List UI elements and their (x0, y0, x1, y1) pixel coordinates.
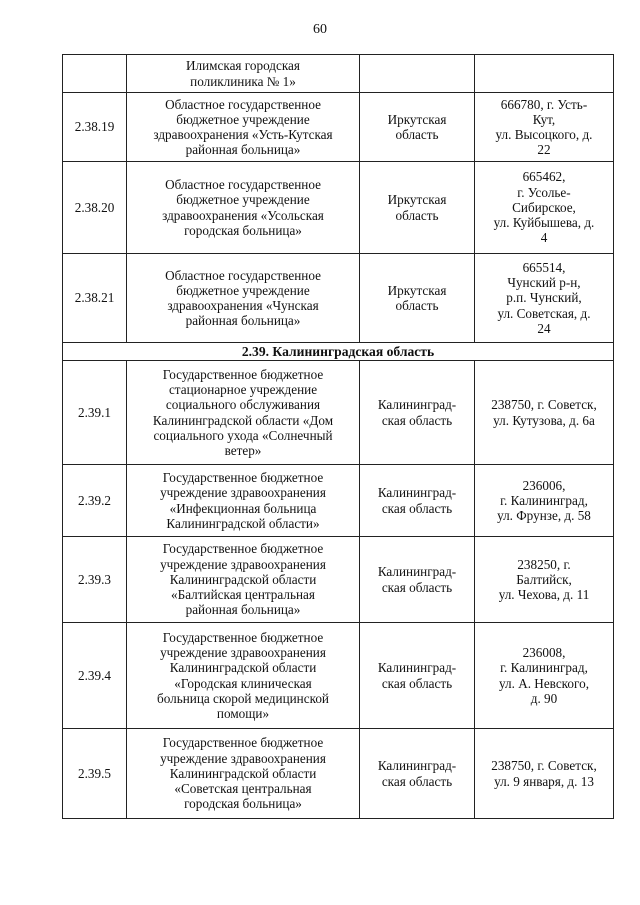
region-cell (360, 465, 475, 537)
region-line: Калининград- (377, 397, 457, 413)
institution-name-cell (127, 465, 360, 537)
region-cell (360, 162, 475, 254)
institution-name-line: бюджетное учреждение (176, 111, 310, 127)
institution-name-line: учреждение здравоохранения (160, 556, 326, 572)
address-cell (475, 537, 614, 623)
address-line: 4 (540, 230, 548, 246)
institution-name-line: «Советская центральная (174, 781, 312, 797)
region-line: ская область (381, 675, 453, 691)
table-row (63, 361, 614, 465)
region-cell (360, 361, 475, 465)
region-line: Иркутская (387, 192, 447, 208)
row-number: 2.38.20 (63, 162, 127, 254)
institution-name-line: Государственное бюджетное (162, 470, 324, 486)
address-cell (475, 55, 614, 93)
institution-name-line: районная больница» (185, 142, 301, 158)
institution-name-line: здравоохранения «Усольская (162, 207, 324, 223)
page-number: 60 (313, 22, 327, 37)
address-line: ул. Кутузова, д. 6а (493, 412, 595, 428)
address-line: 665514, (522, 259, 566, 275)
institution-name-line: районная больница» (185, 602, 301, 618)
institution-name-line: ветер» (224, 442, 262, 458)
region-line: область (395, 127, 439, 142)
institution-name-line: Калининградской области (169, 765, 317, 781)
address-line: Сибирское, (512, 199, 576, 215)
row-number: 2.39.5 (63, 729, 127, 819)
institution-name-line: учреждение здравоохранения (160, 750, 326, 766)
section-title: 2.39. Калининградская область (63, 343, 614, 361)
address-line: г. Калининград, (500, 660, 588, 676)
institution-name-line: бюджетное учреждение (176, 192, 310, 208)
row-number: 2.38.19 (63, 93, 127, 162)
institution-name-line: городская больница» (184, 222, 302, 238)
institution-name-line: Калининградской области» (166, 515, 320, 531)
region-line: ская область (381, 579, 453, 595)
row-number: 2.39.2 (63, 465, 127, 537)
institution-name-line: городская больница» (184, 796, 302, 812)
institution-name-line: Илимская городская (186, 58, 300, 74)
address-line: 236006, (522, 477, 566, 493)
region-line: область (395, 298, 439, 313)
institution-name-line: Областное государственное (165, 267, 321, 283)
institution-name-line: «Балтийская центральная (171, 587, 315, 603)
institution-name-line: Государственное бюджетное (162, 629, 324, 645)
row-number: 2.39.4 (63, 623, 127, 729)
institutions-table (62, 54, 614, 819)
region-line: Калининград- (377, 758, 457, 774)
institution-name-line: Областное государственное (165, 177, 321, 193)
region-cell (360, 623, 475, 729)
address-cell (475, 361, 614, 465)
address-line: 236008, (522, 645, 566, 661)
table-row (63, 537, 614, 623)
institution-name-line: учреждение здравоохранения (160, 645, 326, 661)
row-number: 2.39.3 (63, 537, 127, 623)
address-line: ул. Фрунзе, д. 58 (497, 508, 591, 524)
address-line: Кут, (532, 111, 556, 127)
table-row (63, 465, 614, 537)
table-row (63, 729, 614, 819)
institution-name-cell (127, 93, 360, 162)
institution-name-line: Областное государственное (165, 96, 321, 112)
address-line: ул. 9 января, д. 13 (494, 773, 594, 789)
institution-name-cell (127, 162, 360, 254)
institution-name-line: «Инфекционная больница (169, 500, 317, 516)
address-line: р.п. Чунский, (506, 290, 582, 306)
institution-name-cell (127, 361, 360, 465)
table-row (63, 93, 614, 162)
address-line: 22 (537, 142, 551, 158)
address-line: 666780, г. Усть- (500, 96, 588, 112)
institution-name-line: социального ухода «Солнечный (153, 427, 333, 443)
address-cell (475, 729, 614, 819)
institution-name-cell (127, 623, 360, 729)
region-line: Калининград- (377, 660, 457, 676)
region-line: область (395, 207, 439, 223)
region-cell (360, 55, 475, 93)
institution-name-cell (127, 537, 360, 623)
address-line: Чунский р-н, (507, 275, 581, 291)
institution-name-line: бюджетное учреждение (176, 282, 310, 298)
address-cell (475, 465, 614, 537)
institution-name-cell (127, 729, 360, 819)
institution-name-line: Государственное бюджетное (162, 366, 324, 382)
institution-name-line: поликлиника № 1» (190, 73, 296, 89)
region-cell (360, 537, 475, 623)
address-cell (475, 623, 614, 729)
institution-name-line: помощи» (216, 705, 270, 721)
region-line: Калининград- (377, 564, 457, 580)
institution-name-line: здравоохранения «Чунская (167, 298, 319, 313)
table-row (63, 623, 614, 729)
region-cell (360, 254, 475, 343)
institution-name-line: Калининградской области (169, 571, 317, 587)
address-line: г. Усолье- (517, 184, 571, 200)
region-cell (360, 729, 475, 819)
address-line: ул. А. Невского, (499, 675, 589, 691)
institution-name-line: социального обслуживания (165, 397, 321, 413)
institution-name-line: больница скорой медицинской (157, 690, 329, 706)
table-row (63, 254, 614, 343)
row-number: 2.38.21 (63, 254, 127, 343)
institution-name-cell (127, 55, 360, 93)
institution-name-line: учреждение здравоохранения (160, 485, 326, 501)
institution-name-line: стационарное учреждение (168, 382, 318, 398)
region-line: ская область (381, 773, 453, 789)
institution-name-line: «Городская клиническая (174, 675, 312, 691)
institution-name-line: Государственное бюджетное (162, 541, 324, 557)
row-number: 2.39.1 (63, 361, 127, 465)
row-number (63, 55, 127, 93)
region-line: Иркутская (387, 282, 447, 298)
address-cell (475, 254, 614, 343)
address-line: ул. Чехова, д. 11 (498, 587, 590, 603)
address-line: 238250, г. (517, 556, 571, 572)
region-line: Иркутская (387, 111, 447, 127)
address-line: 24 (537, 320, 551, 336)
section-header-row (63, 343, 614, 361)
region-line: ская область (381, 500, 453, 516)
table-row (63, 162, 614, 254)
region-cell (360, 93, 475, 162)
institution-name-line: Калининградской области «Дом (152, 412, 334, 428)
address-line: Балтийск, (516, 571, 572, 587)
region-line: ская область (381, 412, 453, 428)
table-row (63, 55, 614, 93)
institution-name-line: Государственное бюджетное (162, 735, 324, 751)
institution-name-line: районная больница» (185, 313, 301, 329)
region-line: Калининград- (377, 485, 457, 501)
address-line: ул. Высоцкого, д. (495, 127, 593, 142)
address-line: ул. Советская, д. (497, 305, 591, 321)
address-line: д. 90 (530, 690, 558, 706)
address-line: г. Калининград, (500, 492, 588, 508)
institution-name-cell (127, 254, 360, 343)
address-cell (475, 162, 614, 254)
address-cell (475, 93, 614, 162)
address-line: ул. Куйбышева, д. (493, 215, 595, 231)
address-line: 238750, г. Советск, (491, 758, 597, 774)
address-line: 238750, г. Советск, (491, 397, 597, 413)
table-body (63, 55, 614, 819)
institution-name-line: Калининградской области (169, 660, 317, 676)
institution-name-line: здравоохранения «Усть-Кутская (153, 127, 333, 142)
address-line: 665462, (522, 169, 566, 185)
